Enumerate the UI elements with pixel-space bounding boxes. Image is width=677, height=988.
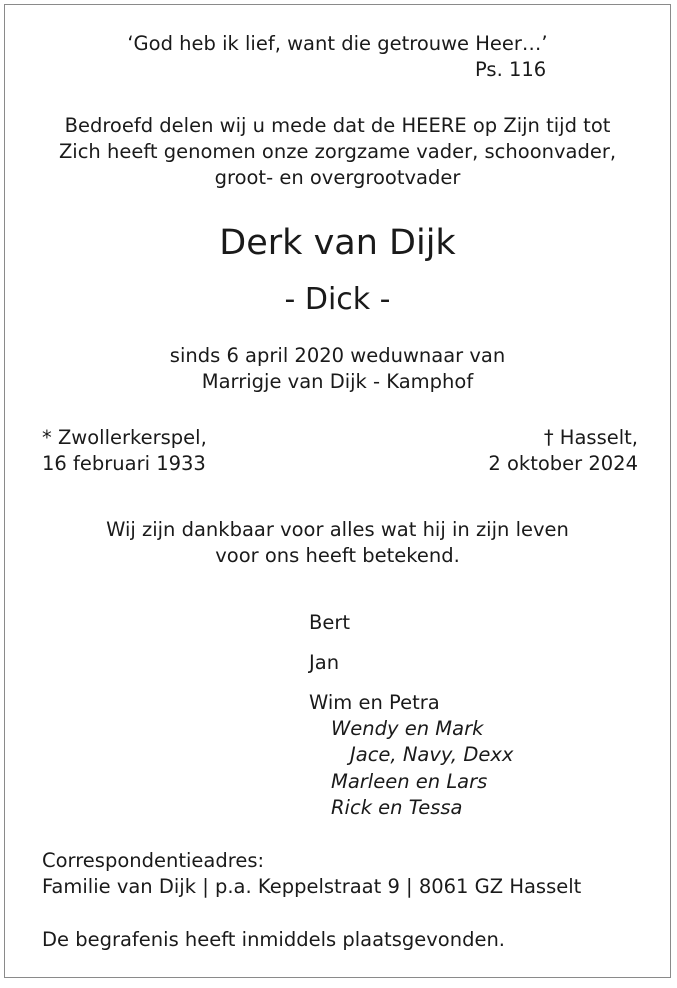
deceased-name: Derk van Dijk: [219, 223, 456, 263]
funeral-note: De begrafenis heeft inmiddels plaatsgevonden.: [42, 928, 506, 951]
widower-text: [5, 343, 670, 395]
family-child: Bert: [309, 611, 351, 634]
correspondence-address: Familie van Dijk | p.a. Keppelstraat 9 | 8061 GZ Hasselt: [42, 875, 582, 898]
announcement-line: groot- en overgrootvader: [214, 166, 461, 189]
announcement-line: Zich heeft genomen onze zorgzame vader, schoonvader,: [58, 140, 617, 163]
family-great-grandchildren: Jace, Navy, Dexx: [350, 743, 514, 766]
correspondence-label: Correspondentieadres:: [42, 849, 265, 872]
family-grandchild: Rick en Tessa: [331, 796, 463, 819]
family-grandchild: Marleen en Lars: [331, 770, 488, 793]
widower-line: Marrigje van Dijk - Kamphof: [201, 370, 474, 393]
birth-date: 16 februari 1933: [42, 452, 206, 475]
announcement-line: Bedroefd delen wij u mede dat de HEERE op Zijn tijd tot: [64, 114, 611, 137]
family-child: Jan: [309, 651, 340, 674]
family-child: Wim en Petra: [309, 691, 440, 714]
verse-quote: ‘God heb ik lief, want die getrouwe Heer…’: [127, 32, 548, 55]
family-grandchild: Wendy en Mark: [331, 717, 484, 740]
obituary-card: [4, 4, 671, 978]
birth-place: * Zwollerkerspel,: [42, 426, 207, 449]
announcement-text: [5, 113, 670, 191]
death-place: † Hasselt,: [543, 426, 638, 449]
gratitude-line: Wij zijn dankbaar voor alles wat hij in zijn leven: [106, 518, 569, 541]
gratitude-line: voor ons heeft betekend.: [215, 544, 460, 567]
gratitude-text: [5, 517, 670, 569]
widower-line: sinds 6 april 2020 weduwnaar van: [169, 344, 506, 367]
deceased-nickname: - Dick -: [284, 282, 391, 317]
death-date: 2 oktober 2024: [488, 452, 638, 475]
verse-reference: Ps. 116: [475, 58, 547, 81]
